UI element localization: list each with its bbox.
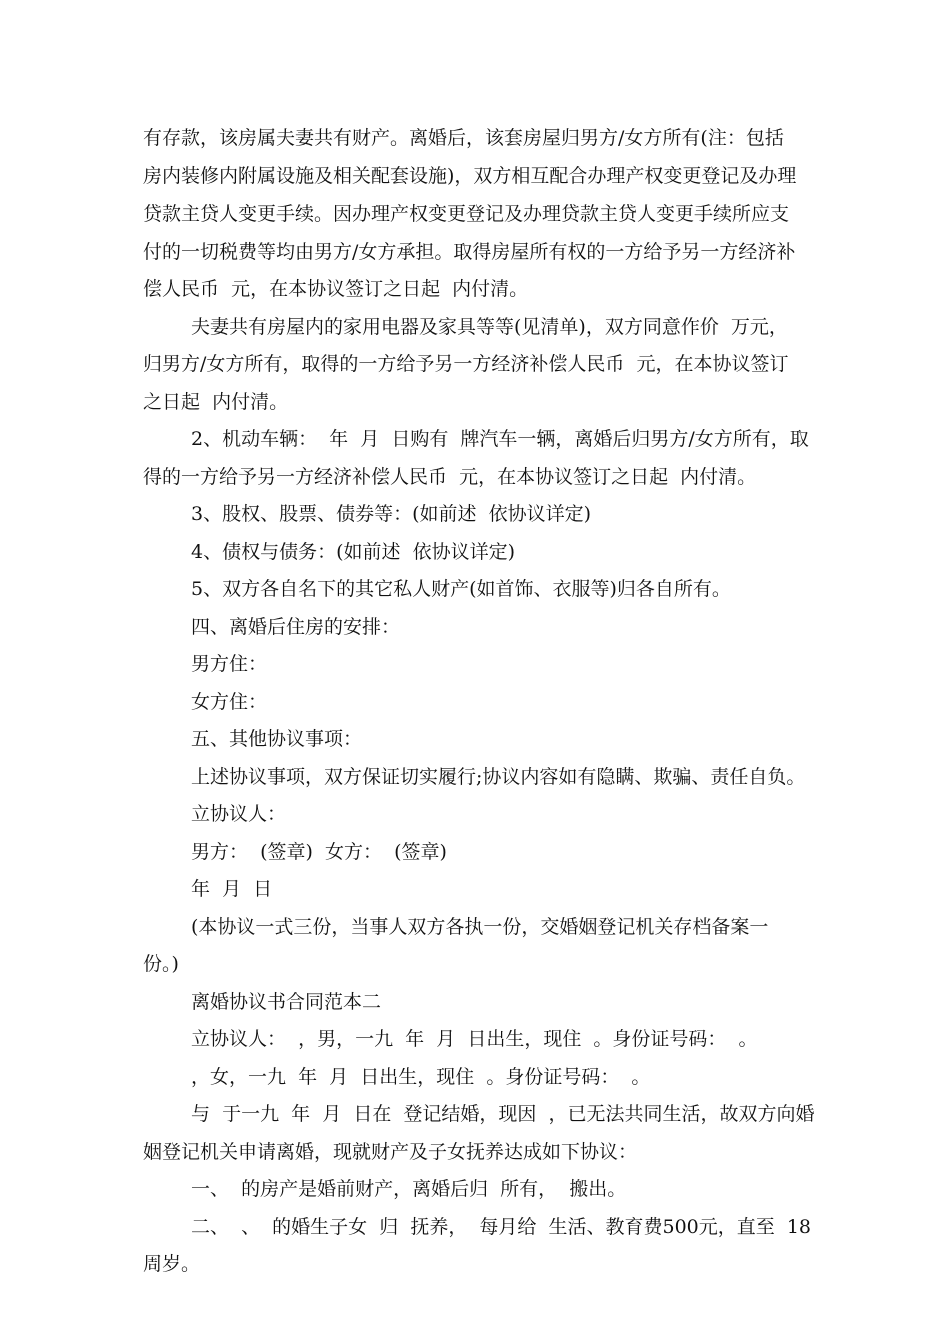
text-line: 一、 的房产是婚前财产，离婚后归 所有， 搬出。 bbox=[191, 1178, 627, 1200]
text-line: 3、股权、股票、债券等：(如前述 依协议详定) bbox=[191, 503, 591, 525]
text-line: 有存款，该房属夫妻共有财产。离婚后，该套房屋归男方/女方所有(注：包括 bbox=[143, 127, 784, 149]
text-line: 夫妻共有房屋内的家用电器及家具等等(见清单)，双方同意作价 万元， bbox=[191, 316, 788, 338]
text-line: 之日起 内付清。 bbox=[143, 391, 289, 413]
text-line: 周岁。 bbox=[143, 1253, 201, 1275]
text-line: 4、债权与债务：(如前述 依协议详定) bbox=[191, 541, 515, 563]
text-line: 男方住： bbox=[191, 653, 268, 675]
text-line: ，女，一九 年 月 日出生，现住 。身份证号码： 。 bbox=[191, 1066, 651, 1088]
text-line: 得的一方给予另一方经济补偿人民币 元，在本协议签订之日起 内付清。 bbox=[143, 466, 757, 488]
text-line: 女方住： bbox=[191, 691, 268, 713]
text-line: 贷款主贷人变更手续。因办理产权变更登记及办理贷款主贷人变更手续所应支 bbox=[143, 203, 790, 225]
text-line: 二、 、 的婚生子女 归 抚养， 每月给 生活、教育费500元，直至 18 bbox=[191, 1216, 811, 1238]
document-subtitle: 离婚协议书合同范本二 bbox=[191, 991, 382, 1013]
date-line: 年 月 日 bbox=[191, 878, 273, 900]
text-line: 份。) bbox=[143, 953, 179, 975]
text-line: 立协议人： ，男，一九 年 月 日出生，现住 。身份证号码： 。 bbox=[191, 1028, 758, 1050]
text-line: 归男方/女方所有，取得的一方给予另一方经济补偿人民币 元，在本协议签订 bbox=[143, 353, 789, 375]
text-line: 偿人民币 元，在本协议签订之日起 内付清。 bbox=[143, 278, 529, 300]
section-heading: 五、其他协议事项： bbox=[191, 728, 363, 750]
text-line: 上述协议事项，双方保证切实履行;协议内容如有隐瞒、欺骗、责任自负。 bbox=[191, 766, 806, 788]
text-line: 房内装修内附属设施及相关配套设施)，双方相互配合办理产权变更登记及办理 bbox=[143, 165, 797, 187]
text-line: (本协议一式三份，当事人双方各执一份，交婚姻登记机关存档备案一 bbox=[191, 916, 769, 938]
section-heading: 四、离婚后住房的安排： bbox=[191, 616, 401, 638]
text-line: 2、机动车辆： 年 月 日购有 牌汽车一辆，离婚后归男方/女方所有，取 bbox=[191, 428, 809, 450]
text-line: 5、双方各自名下的其它私人财产(如首饰、衣服等)归各自所有。 bbox=[191, 578, 731, 600]
text-line: 与 于一九 年 月 日在 登记结婚，现因 ，已无法共同生活，故双方向婚 bbox=[191, 1103, 815, 1125]
text-line: 姻登记机关申请离婚，现就财产及子女抚养达成如下协议： bbox=[143, 1141, 638, 1163]
signature-line: 男方： (签章) 女方： (签章) bbox=[191, 841, 447, 863]
text-line: 立协议人： bbox=[191, 803, 287, 825]
text-line: 付的一切税费等均由男方/女方承担。取得房屋所有权的一方给予另一方经济补 bbox=[143, 241, 796, 263]
